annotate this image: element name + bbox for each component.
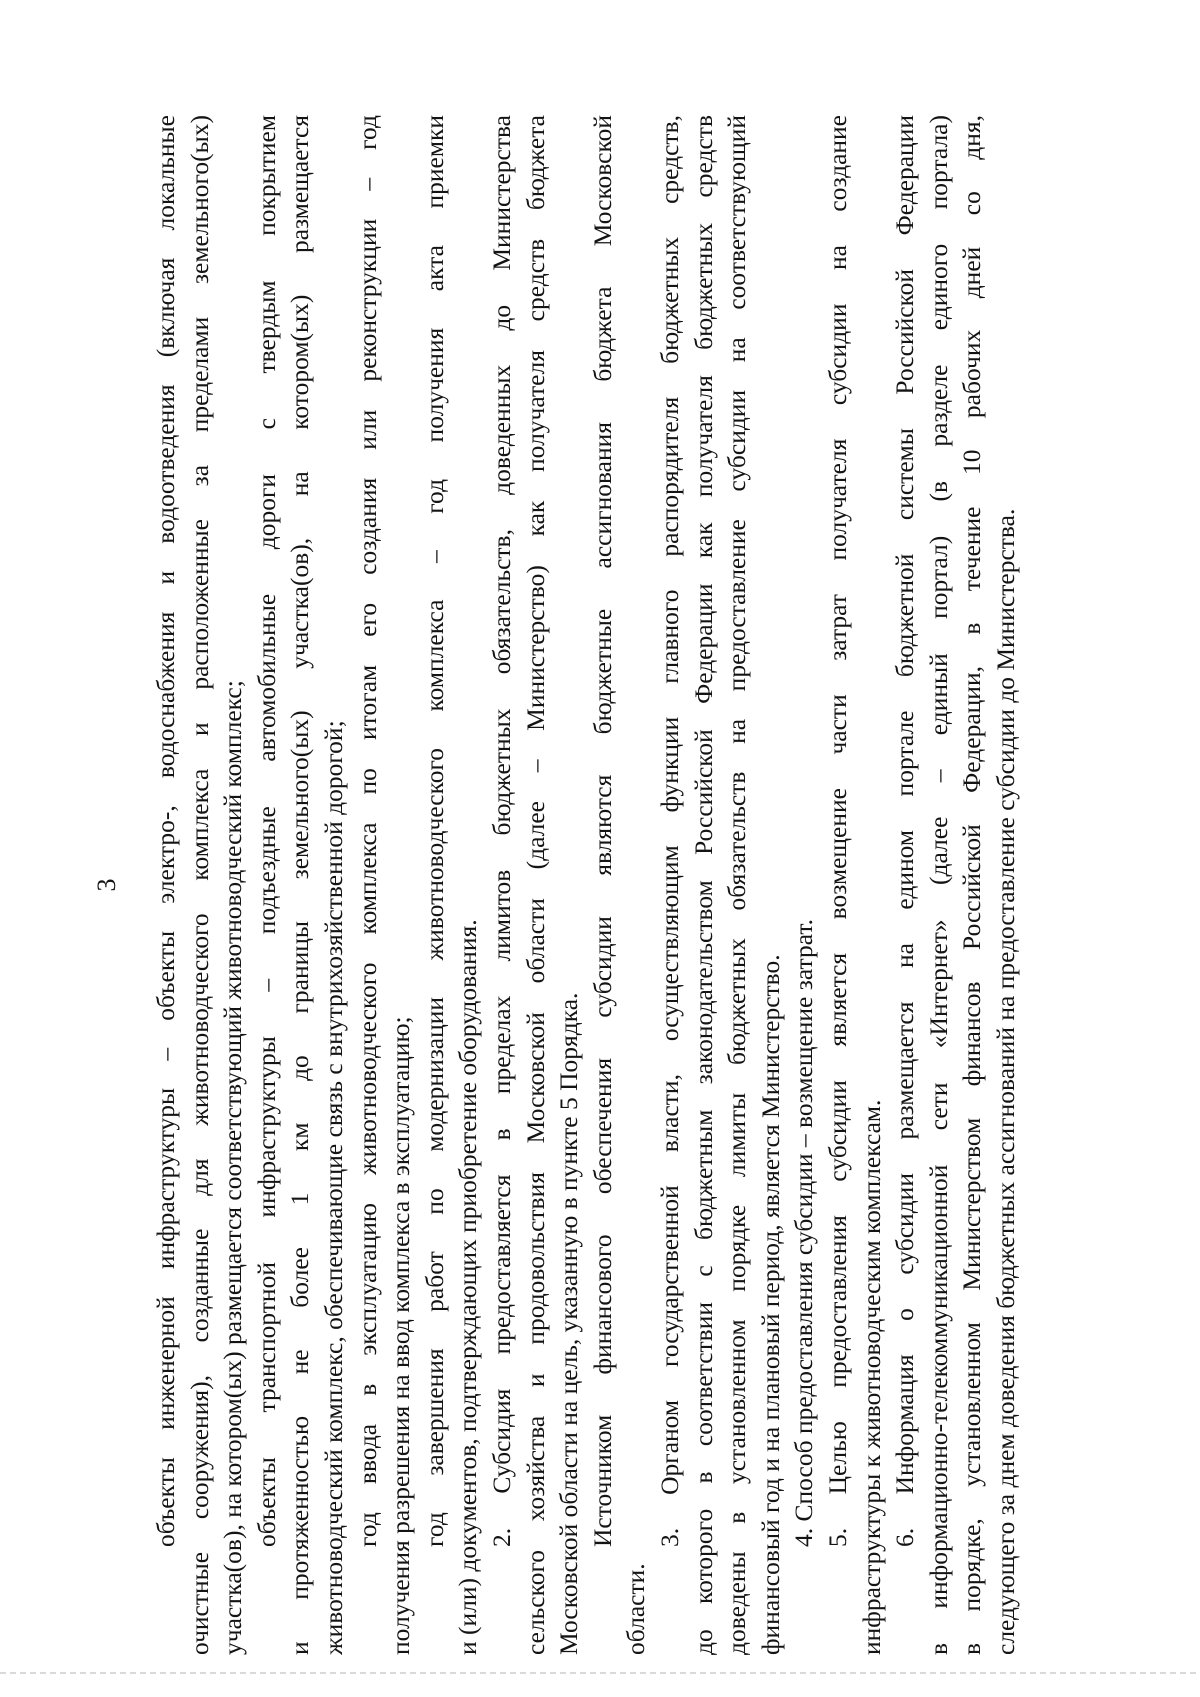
rotated-text-block — [92, 115, 1200, 1655]
text-line: доведены в установленном порядке лимиты бюджетных обязательств на предоставление субсидии на соответствующий — [722, 115, 752, 1655]
text-line: животноводческий комплекс, обеспечивающие связь с внутрихозяйственной дорогой; — [319, 720, 348, 1655]
text-line: 3. Органом государственной власти, осуществляющим функции главного распорядителя бюджетных средств, — [655, 115, 684, 1547]
text-line: Московской области на цель, указанную в пункте 5 Порядка. — [554, 992, 584, 1655]
text-line: финансовый год и на плановый период, является Министерство. — [755, 954, 785, 1655]
text-line: инфраструктуры к животноводческим комплексам. — [856, 1099, 886, 1655]
text-line: объекты транспортной инфраструктуры – подъездные автомобильные дороги с твердым покрытием — [251, 115, 281, 1547]
text-line: до которого в соответствии с бюджетным законодательством Российской Федерации как получателя бюджетных средств — [688, 115, 718, 1655]
text-line: участка(ов), на котором(ых) размещается соответствующий животноводческий комплекс; — [218, 680, 248, 1655]
text-line: 2. Субсидия предоставляется в пределах лимитов бюджетных обязательств, доведенных до Министерства — [487, 115, 516, 1547]
text-line: и (или) документов, подтверждающих приобретение оборудования. — [453, 919, 483, 1655]
text-line: области. — [621, 1563, 651, 1655]
text-line: 5. Целью предоставления субсидии является возмещение части затрат получателя субсидии на создание — [823, 115, 852, 1547]
scan-edge-artifact — [0, 1672, 1200, 1674]
text-line: объекты инженерной инфраструктуры – объекты электро-, водоснабжения и водоотведения (включая локальные — [151, 115, 180, 1547]
page-number: 3 — [92, 878, 121, 892]
text-line: следующего за днем доведения бюджетных ассигнований на предоставление субсидии до Министерства. — [991, 508, 1020, 1655]
text-line: Источником финансового обеспечения субсидии являются бюджетные ассигнования бюджета Московской — [587, 115, 617, 1547]
text-line: 4. Способ предоставления субсидии – возмещение затрат. — [789, 919, 819, 1547]
text-line: получения разрешения на ввод комплекса в эксплуатацию; — [386, 1016, 416, 1655]
text-line: 6. Информация о субсидии размещается на едином портале бюджетной системы Российской Федерации — [890, 115, 920, 1547]
text-line: сельского хозяйства и продовольствия Московской области (далее – Министерство) как получателя средств бюджета — [520, 115, 550, 1655]
text-line: и протяженностью не более 1 км до границы земельного(ых) участка(ов), на котором(ых) размещается — [285, 115, 315, 1655]
text-line: в порядке, установленном Министерством финансов Российской Федерации, в течение 10 рабочих дней со дня, — [957, 115, 987, 1655]
text-line: год завершения работ по модернизации животноводческого комплекса – год получения акта приемки — [419, 115, 449, 1547]
text-line: год ввода в эксплуатацию животноводческого комплекса по итогам его создания или реконструкции – год — [352, 115, 382, 1547]
text-line: очистные сооружения), созданные для животноводческого комплекса и расположенные за пределами земельного(ых) — [184, 115, 214, 1655]
text-line: в информационно-телекоммуникационной сети «Интернет» (далее – единый портал) (в разделе единого портала) — [923, 115, 953, 1655]
